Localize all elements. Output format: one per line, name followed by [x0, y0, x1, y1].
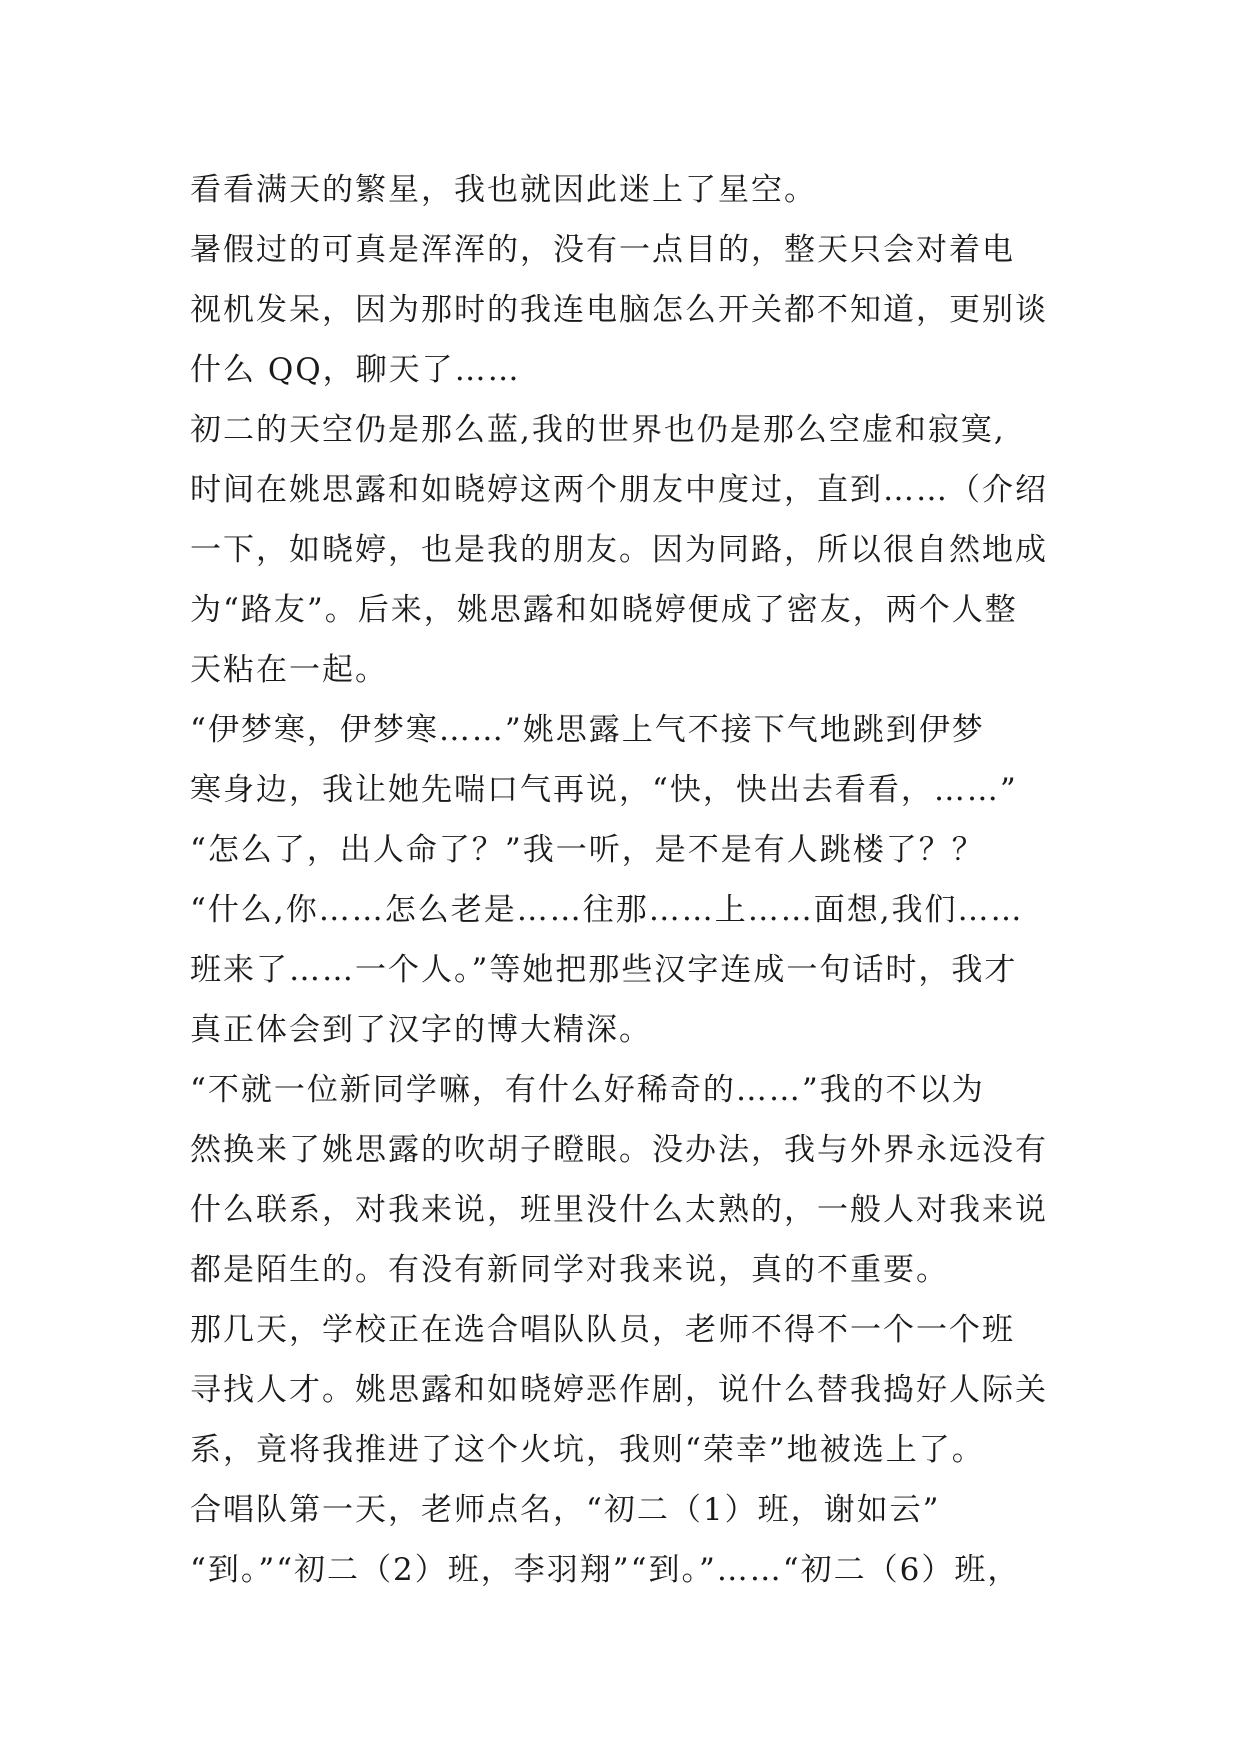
text-line: 暑假过的可真是浑浑的，没有一点目的，整天只会对着电: [190, 232, 1015, 268]
text-line: 寒身边，我让她先喘口气再说，“快，快出去看看，……”: [190, 772, 1018, 808]
text-line: 初二的天空仍是那么蓝,我的世界也仍是那么空虚和寂寞,: [190, 412, 1006, 448]
text-line: 看看满天的繁星，我也就因此迷上了星空。: [190, 172, 817, 208]
text-line: 一下，如晓婷，也是我的朋友。因为同路，所以很自然地成: [190, 532, 1048, 568]
text-line: “怎么了，出人命了？”我一听，是不是有人跳楼了？？: [190, 832, 985, 868]
text-line: 什么联系，对我来说，班里没什么太熟的，一般人对我来说: [190, 1192, 1048, 1228]
text-line: 视机发呆，因为那时的我连电脑怎么开关都不知道，更别谈: [190, 292, 1048, 328]
text-line: “不就一位新同学嘛，有什么好稀奇的……”我的不以为: [190, 1072, 985, 1108]
text-line: 时间在姚思露和如晓婷这两个朋友中度过，直到……（介绍: [190, 472, 1048, 508]
text-line: 那几天，学校正在选合唱队队员，老师不得不一个一个班: [190, 1312, 1015, 1348]
text-line: “到。”“初二（2）班，李羽翔”“到。”……“初二（6）班，: [190, 1552, 1021, 1588]
text-line: 寻找人才。姚思露和如晓婷恶作剧，说什么替我捣好人际关: [190, 1372, 1048, 1408]
text-line: “伊梦寒，伊梦寒……”姚思露上气不接下气地跳到伊梦: [190, 712, 985, 748]
text-line: “什么,你……怎么老是……往那……上……面想,我们……: [190, 892, 1024, 928]
text-line: 都是陌生的。有没有新同学对我来说，真的不重要。: [190, 1252, 949, 1288]
text-line: 然换来了姚思露的吹胡子瞪眼。没办法，我与外界永远没有: [190, 1132, 1048, 1168]
text-line: 班来了……一个人。”等她把那些汉字连成一句话时，我才: [190, 952, 1018, 988]
text-line: 系，竟将我推进了这个火坑，我则“荣幸”地被选上了。: [190, 1432, 985, 1468]
text-line: 真正体会到了汉字的博大精深。: [190, 1012, 652, 1048]
body-text: [190, 160, 1052, 1600]
text-line: 什么 QQ，聊天了……: [190, 352, 521, 388]
text-line: 合唱队第一天，老师点名，“初二（1）班，谢如云”: [190, 1492, 941, 1528]
text-line: 为“路友”。后来，姚思露和如晓婷便成了密友，两个人整: [190, 592, 1018, 628]
text-line: 天粘在一起。: [190, 652, 388, 688]
